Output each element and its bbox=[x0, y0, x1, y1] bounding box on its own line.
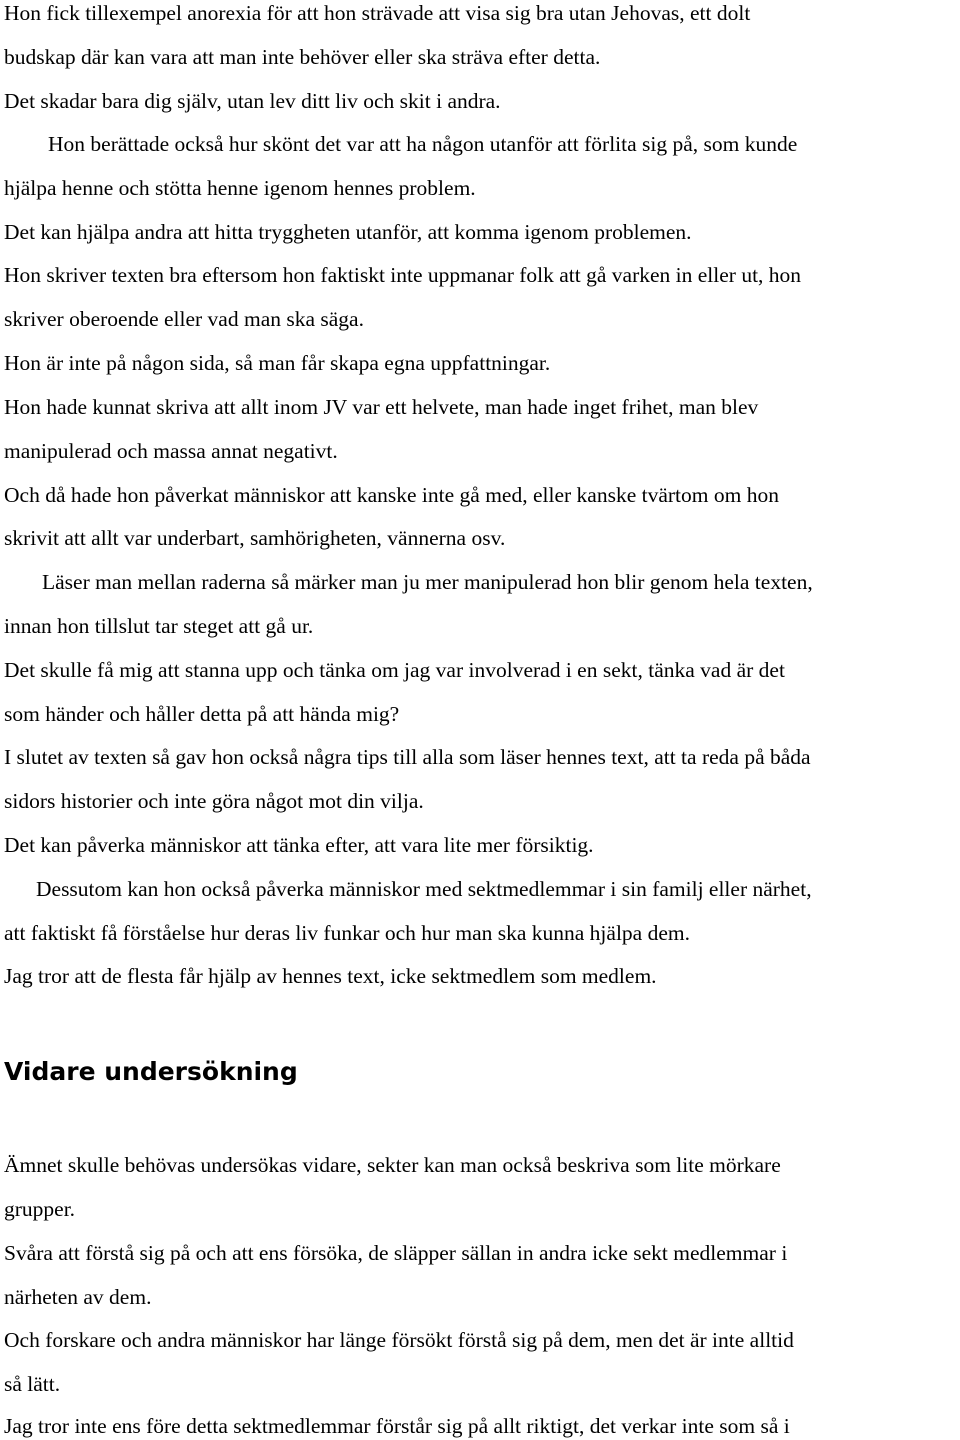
text-line: sidors historier och inte göra något mot din vilja. bbox=[4, 789, 424, 813]
text-line: I slutet av texten så gav hon också några tips till alla som läser hennes text, att ta reda på båda bbox=[4, 745, 811, 769]
text-line: skrivit att allt var underbart, samhörigheten, vännerna osv. bbox=[4, 526, 506, 550]
text-line: Och forskare och andra människor har länge försökt förstå sig på dem, men det är inte alltid bbox=[4, 1328, 794, 1352]
text-line: Det skulle få mig att stanna upp och tänka om jag var involverad i en sekt, tänka vad är det bbox=[4, 658, 785, 682]
section-heading: Vidare undersökning bbox=[4, 1057, 298, 1086]
text-line: Det kan hjälpa andra att hitta tryggheten utanför, att komma igenom problemen. bbox=[4, 220, 692, 244]
text-line: Jag tror inte ens före detta sektmedlemmar förstår sig på allt riktigt, det verkar inte som så i bbox=[4, 1414, 790, 1438]
text-line: Hon skriver texten bra eftersom hon faktiskt inte uppmanar folk att gå varken in eller ut, hon bbox=[4, 263, 802, 287]
text-line: så lätt. bbox=[4, 1372, 61, 1396]
text-line: manipulerad och massa annat negativt. bbox=[4, 439, 338, 463]
text-line: Dessutom kan hon också påverka människor med sektmedlemmar i sin familj eller närhet, bbox=[36, 877, 812, 901]
text-line: Hon berättade också hur skönt det var att ha någon utanför att förlita sig på, som kunde bbox=[48, 132, 798, 156]
text-line: Svåra att förstå sig på och att ens försöka, de släpper sällan in andra icke sekt medlemmar i bbox=[4, 1241, 788, 1265]
text-line: Hon hade kunnat skriva att allt inom JV var ett helvete, man hade inget frihet, man blev bbox=[4, 395, 759, 419]
text-line: Det skadar bara dig själv, utan lev ditt liv och skit i andra. bbox=[4, 89, 501, 113]
text-line: som händer och håller detta på att hända mig? bbox=[4, 702, 400, 726]
text-line: Hon fick tillexempel anorexia för att hon strävade att visa sig bra utan Jehovas, ett dolt bbox=[4, 1, 751, 25]
text-line: grupper. bbox=[4, 1197, 76, 1221]
text-line: Hon är inte på någon sida, så man får skapa egna uppfattningar. bbox=[4, 351, 551, 375]
text-line: Läser man mellan raderna så märker man ju mer manipulerad hon blir genom hela texten, bbox=[42, 570, 813, 594]
text-line: att faktiskt få förståelse hur deras liv funkar och hur man ska kunna hjälpa dem. bbox=[4, 921, 690, 945]
text-line: Det kan påverka människor att tänka efter, att vara lite mer försiktig. bbox=[4, 833, 594, 857]
text-line: närheten av dem. bbox=[4, 1285, 152, 1309]
text-line: budskap där kan vara att man inte behöver eller ska sträva efter detta. bbox=[4, 45, 601, 69]
text-line: Ämnet skulle behövas undersökas vidare, sekter kan man också beskriva som lite mörkare bbox=[4, 1153, 781, 1177]
text-line: Och då hade hon påverkat människor att kanske inte gå med, eller kanske tvärtom om hon bbox=[4, 483, 779, 507]
text-line: innan hon tillslut tar steget att gå ur. bbox=[4, 614, 314, 638]
text-line: hjälpa henne och stötta henne igenom hennes problem. bbox=[4, 176, 476, 200]
text-line: skriver oberoende eller vad man ska säga. bbox=[4, 307, 364, 331]
text-line: Jag tror att de flesta får hjälp av hennes text, icke sektmedlem som medlem. bbox=[4, 964, 657, 988]
